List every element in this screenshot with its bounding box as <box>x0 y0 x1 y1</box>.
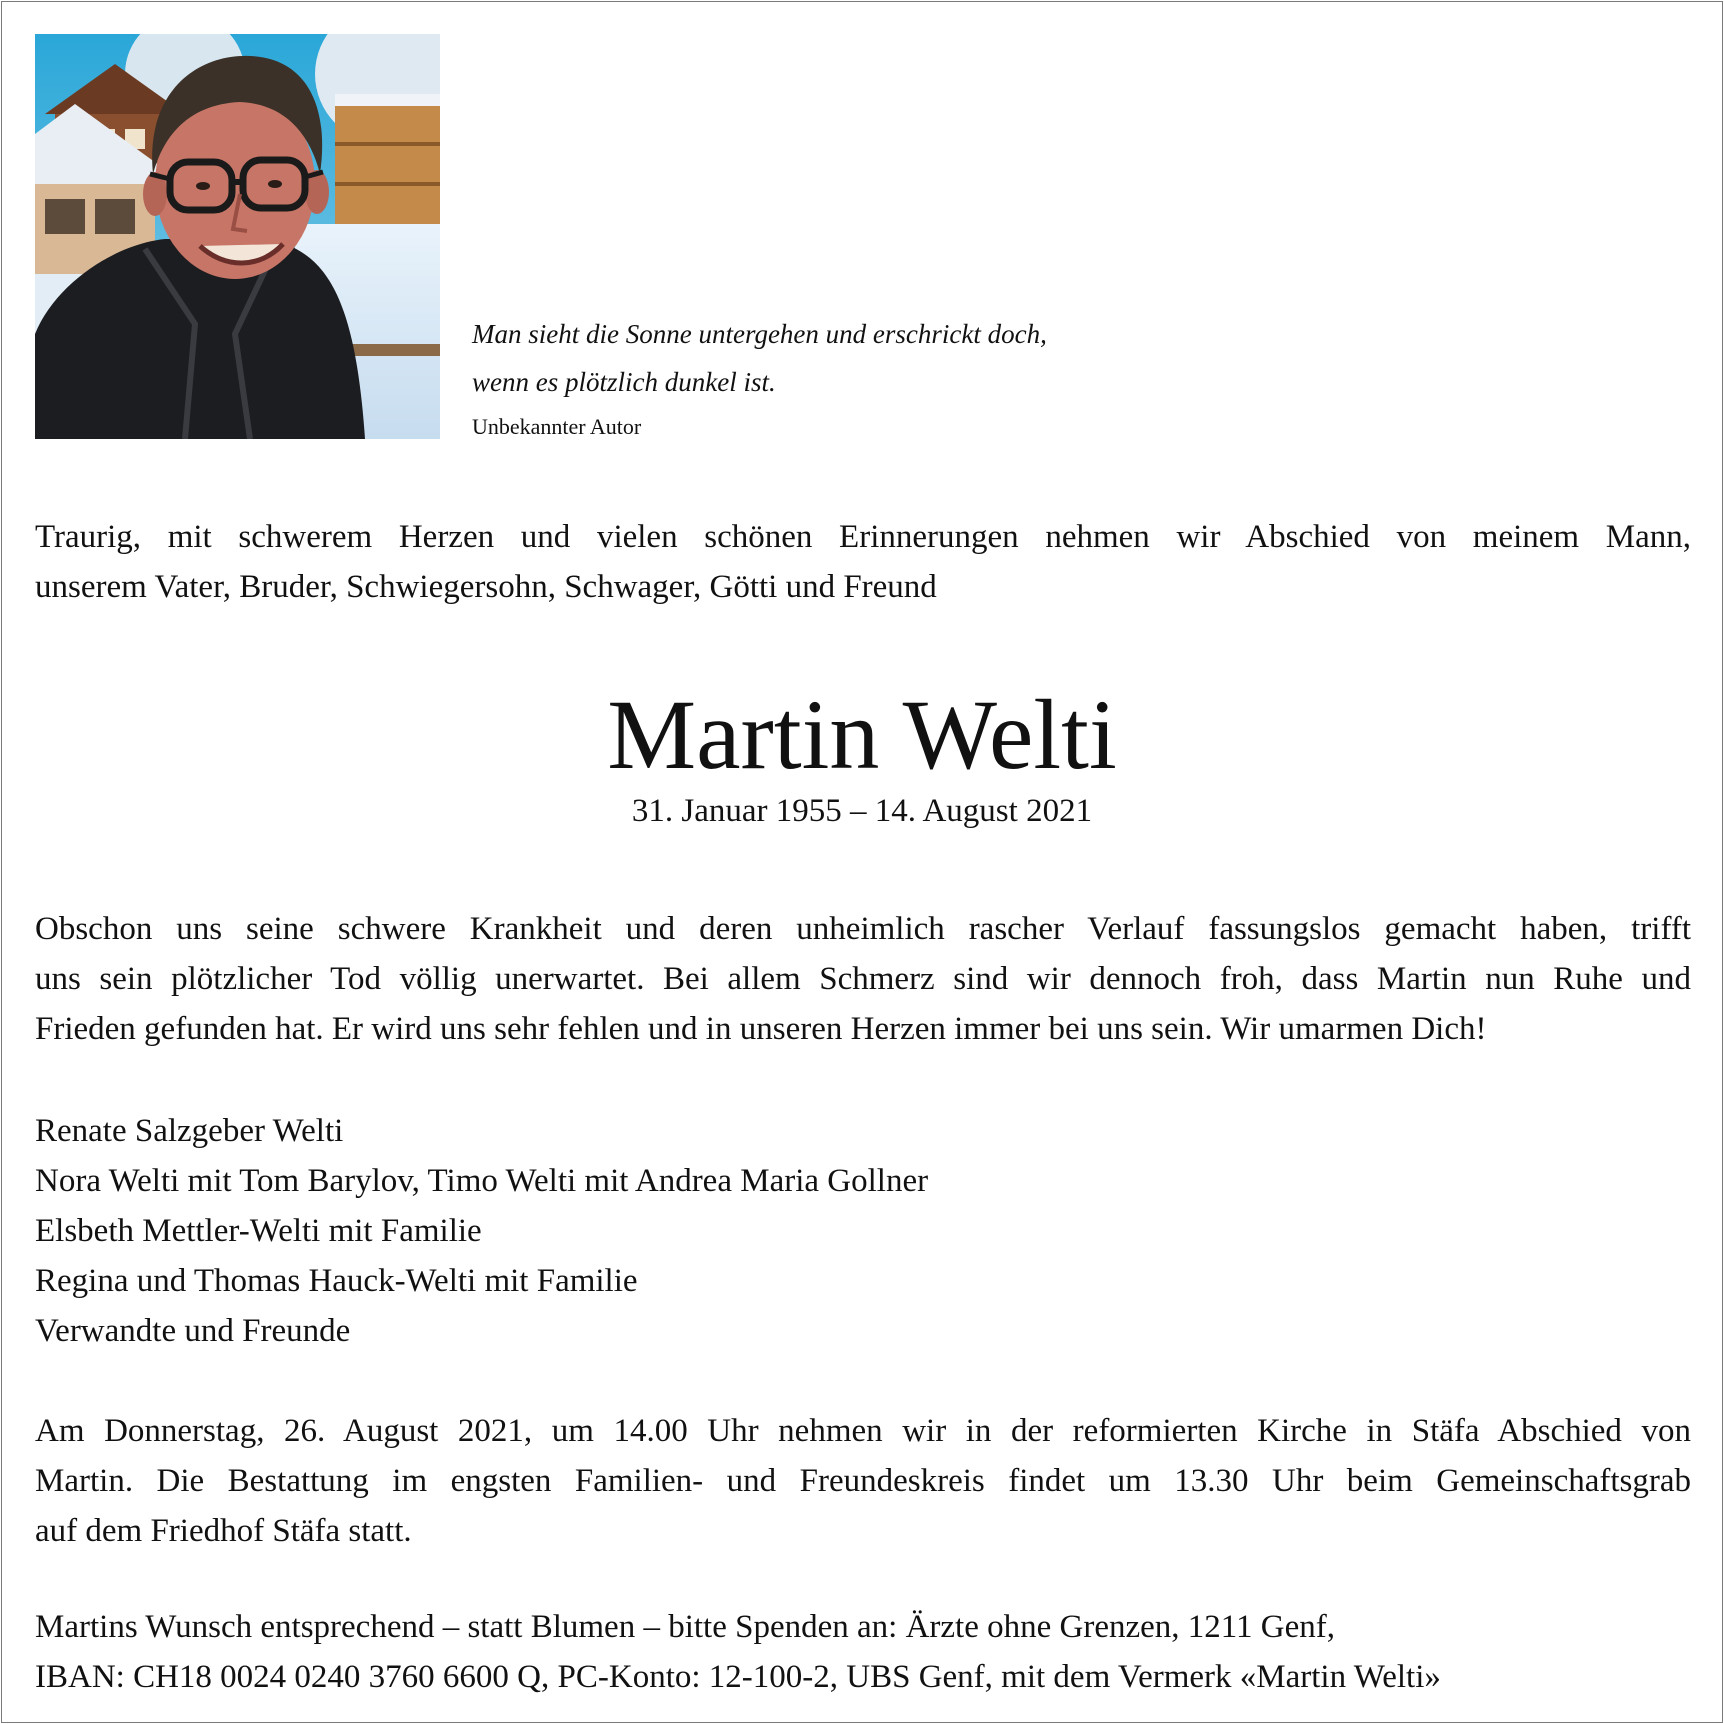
intro-paragraph <box>35 512 1691 612</box>
family-list <box>35 1106 1691 1356</box>
family-member: Elsbeth Mettler-Welti mit Familie <box>35 1213 482 1249</box>
life-dates: 31. Januar 1955 – 14. August 2021 <box>631 793 1093 829</box>
motto-line-2: wenn es plötzlich dunkel ist. <box>472 367 776 397</box>
message-paragraph <box>35 904 1691 1054</box>
donation-line-1: Martins Wunsch entsprechend – statt Blumen – bitte Spenden an: Ärzte ohne Grenzen, 1211 Genf, <box>35 1609 1336 1645</box>
family-member: Verwandte und Freunde <box>35 1313 351 1349</box>
deceased-name: Martin Welti <box>607 679 1117 790</box>
donation-paragraph <box>35 1602 1691 1702</box>
motto-author: Unbekannter Autor <box>472 414 642 439</box>
message-line-3: Frieden gefunden hat. Er wird uns sehr fehlen und in unseren Herzen immer bei uns sein. Wir umarmen Dich! <box>35 1011 1487 1047</box>
motto-line-1: Man sieht die Sonne untergehen und erschrickt doch, <box>472 319 1047 349</box>
service-line-1: Am Donnerstag, 26. August 2021, um 14.00 Uhr nehmen wir in der reformierten Kirche in Stäfa Abschied von <box>35 1413 1691 1449</box>
intro-line-1: Traurig, mit schwerem Herzen und vielen schönen Erinnerungen nehmen wir Abschied von meinem Mann, <box>35 519 1691 555</box>
motto-quote <box>472 310 1047 406</box>
service-line-2: Martin. Die Bestattung im engsten Familien- und Freundeskreis findet um 13.30 Uhr beim Gemeinschaftsgrab <box>35 1463 1691 1499</box>
family-member: Regina und Thomas Hauck-Welti mit Familie <box>35 1263 638 1299</box>
family-member: Nora Welti mit Tom Barylov, Timo Welti mit Andrea Maria Gollner <box>35 1163 929 1199</box>
message-line-1: Obschon uns seine schwere Krankheit und deren unheimlich rascher Verlauf fassungslos gemacht haben, trifft <box>35 911 1691 947</box>
portrait-photo <box>35 34 440 439</box>
donation-line-2: IBAN: CH18 0024 0240 3760 6600 Q, PC-Konto: 12-100-2, UBS Genf, mit dem Vermerk «Martin Welti» <box>35 1659 1441 1695</box>
service-paragraph <box>35 1406 1691 1556</box>
message-line-2: uns sein plötzlicher Tod völlig unerwartet. Bei allem Schmerz sind wir dennoch froh, dass Martin nun Ruhe und <box>35 961 1691 997</box>
intro-line-2: unserem Vater, Bruder, Schwiegersohn, Schwager, Götti und Freund <box>35 569 937 605</box>
service-line-3: auf dem Friedhof Stäfa statt. <box>35 1513 412 1549</box>
family-member: Renate Salzgeber Welti <box>35 1113 344 1149</box>
